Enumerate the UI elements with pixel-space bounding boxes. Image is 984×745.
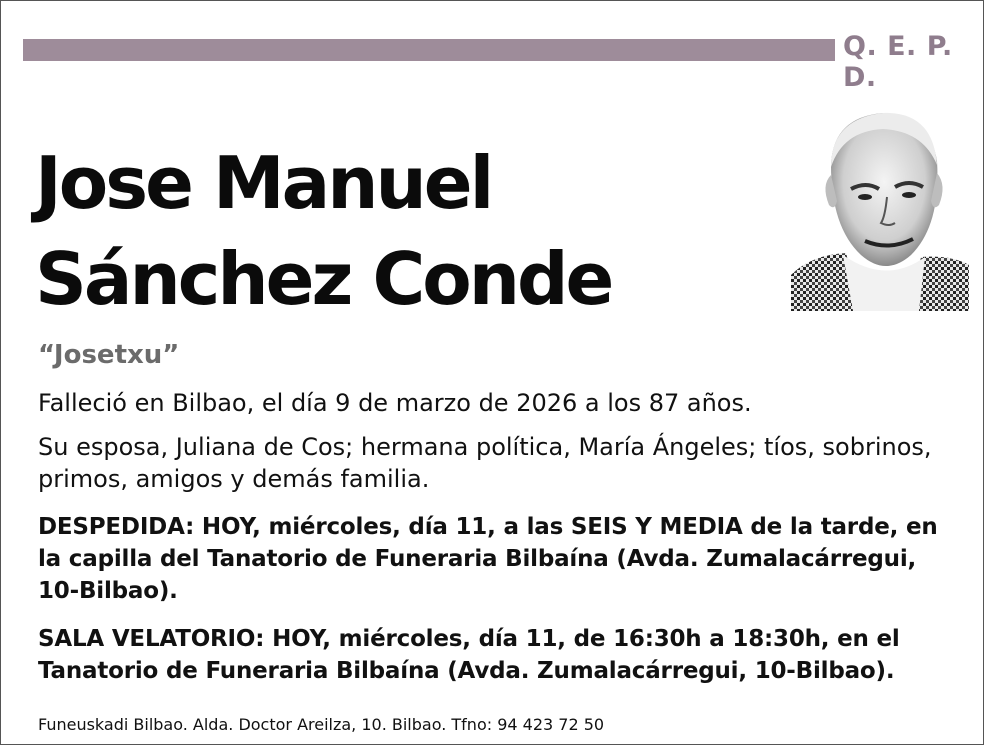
nickname: “Josetxu” <box>38 340 180 370</box>
portrait-photo <box>791 105 969 311</box>
family-list: Su esposa, Juliana de Cos; hermana política, María Ángeles; tíos, sobrinos, primos, amigos y demás familia. <box>38 433 932 493</box>
name-line-2: Sánchez Conde <box>35 237 612 321</box>
death-notice: Falleció en Bilbao, el día 9 de marzo de 2026 a los 87 años. <box>38 389 752 417</box>
header-bar <box>23 39 835 61</box>
name-line-1: Jose Manuel <box>35 141 492 225</box>
wake-details: SALA VELATORIO: HOY, miércoles, día 11, de 16:30h a 18:30h, en el Tanatorio de Funeraria Bilbaína (Avda. Zumalacárregui, 10-Bilbao). <box>38 626 900 684</box>
qepd-heading: Q. E. P. D. <box>843 31 953 93</box>
deceased-name <box>35 135 775 327</box>
funeral-home-footer: Funeuskadi Bilbao. Alda. Doctor Areilza, 10. Bilbao. Tfno: 94 423 72 50 <box>38 715 605 734</box>
farewell-details: DESPEDIDA: HOY, miércoles, día 11, a las SEIS Y MEDIA de la tarde, en la capilla del Tanatorio de Funeraria Bilbaína (Avda. Zumalacárregui, 10-Bilbao). <box>38 514 938 604</box>
